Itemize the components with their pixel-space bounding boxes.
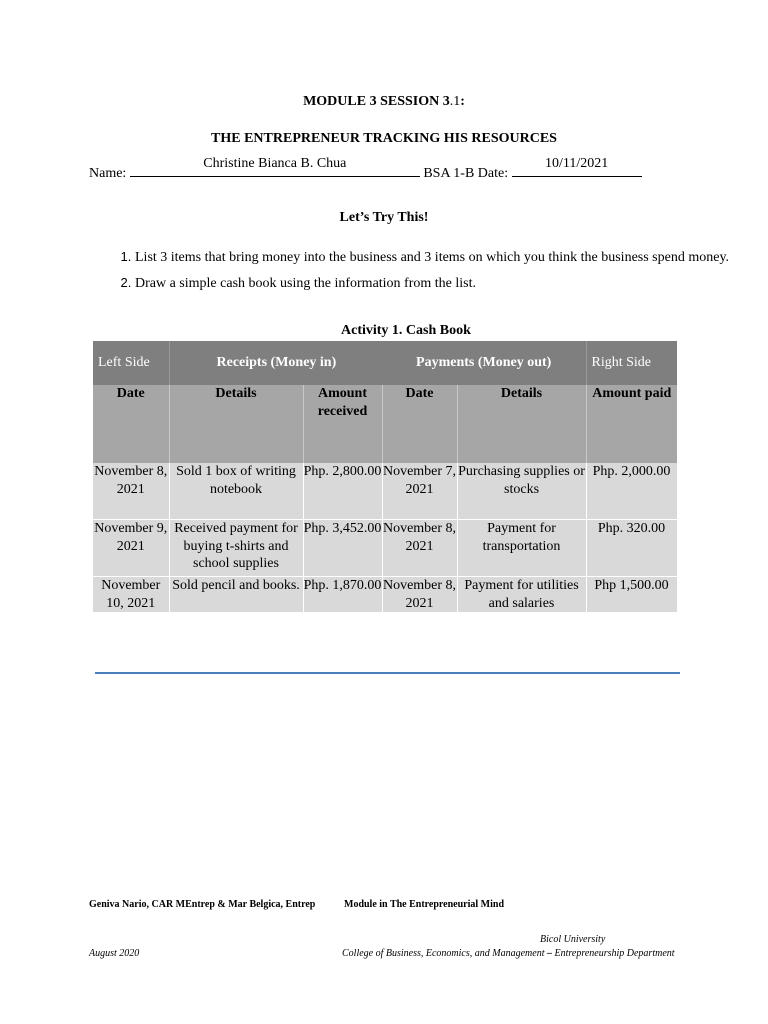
table-cell: November 7, 2021 <box>382 463 457 520</box>
table-row <box>93 463 677 520</box>
footer-college: College of Business, Economics, and Management – Entrepreneurship Department <box>342 948 675 959</box>
table-cell: Payment for utilities and salaries <box>457 577 586 614</box>
table-cell: Sold pencil and books. <box>169 577 303 614</box>
activity-title: Activity 1. Cash Book <box>341 323 471 338</box>
table-cell: November 10, 2021 <box>93 577 169 614</box>
column-header: Details <box>457 385 586 463</box>
table-row <box>93 520 677 577</box>
footer-authors: Geniva Nario, CAR MEntrep & Mar Belgica, Entrep <box>89 899 316 910</box>
table-cell: Received payment for buying t-shirts and school supplies <box>169 520 303 577</box>
table-cell: Php. 1,870.00 <box>303 577 382 614</box>
name-line <box>89 156 642 182</box>
table-cell: Php. 2,000.00 <box>586 463 677 520</box>
footer-module-name: Module in The Entrepreneurial Mind <box>344 899 505 910</box>
table-cell: Sold 1 box of writing notebook <box>169 463 303 520</box>
horizontal-rule <box>95 672 680 674</box>
table-cell: Purchasing supplies or stocks <box>457 463 586 520</box>
instruction-list <box>89 244 735 296</box>
column-header: Amount paid <box>586 385 677 463</box>
cash-book-table <box>93 341 678 614</box>
table-cell: November 8, 2021 <box>93 463 169 520</box>
table-cell: November 8, 2021 <box>382 577 457 614</box>
name-value: Christine Bianca B. Chua <box>203 156 347 171</box>
section-heading: Let’s Try This! <box>339 210 429 225</box>
module-subtitle: THE ENTREPRENEUR TRACKING HIS RESOURCES <box>211 131 557 146</box>
right-side-header: Right Side <box>586 341 677 385</box>
date-value: 10/11/2021 <box>544 156 609 171</box>
table-cell: November 9, 2021 <box>93 520 169 577</box>
table-cell: November 8, 2021 <box>382 520 457 577</box>
table-row <box>93 577 677 614</box>
receipts-header: Receipts (Money in) <box>169 341 382 385</box>
column-header: Date <box>93 385 169 463</box>
left-side-header: Left Side <box>93 341 169 385</box>
table-cell: Php 1,500.00 <box>586 577 677 614</box>
table-cell: Php. 320.00 <box>586 520 677 577</box>
table-cell: Php. 3,452.00 <box>303 520 382 577</box>
table-top-header <box>93 341 677 385</box>
table-column-header <box>93 385 677 463</box>
column-header: Details <box>169 385 303 463</box>
name-label: Name: <box>89 166 127 181</box>
date-label: Date: <box>477 166 509 181</box>
table-cell: Payment for transportation <box>457 520 586 577</box>
section-value: BSA 1-B <box>423 166 475 181</box>
column-header: Date <box>382 385 457 463</box>
name-field <box>130 156 420 182</box>
footer-university: Bicol University <box>540 934 606 945</box>
date-field <box>512 156 642 182</box>
instruction-item: 2. Draw a simple cash book using the information from the list. <box>135 270 735 296</box>
table-cell: Php. 2,800.00 <box>303 463 382 520</box>
footer-date: August 2020 <box>89 948 140 959</box>
module-title: MODULE 3 SESSION 3.1: <box>303 94 465 109</box>
column-header: Amount received <box>303 385 382 463</box>
payments-header: Payments (Money out) <box>382 341 586 385</box>
instruction-item: 1. List 3 items that bring money into the business and 3 items on which you think the business spend money. <box>135 244 735 270</box>
